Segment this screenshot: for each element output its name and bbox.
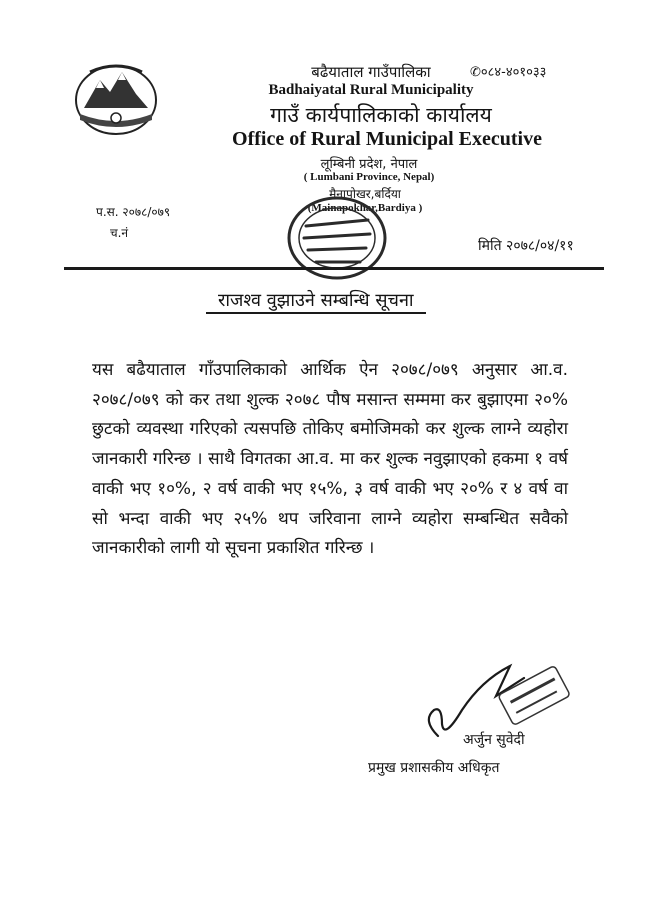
signatory-title: प्रमुख प्रशासकीय अधिकृत bbox=[368, 760, 500, 776]
office-seal-icon bbox=[282, 190, 392, 286]
signatory-name: अर्जुन सुवेदी bbox=[463, 732, 525, 748]
office-name-np: गाउँ कार्यपालिकाको कार्यालय bbox=[270, 103, 492, 127]
municipality-name-en: Badhaiyatal Rural Municipality bbox=[268, 82, 474, 98]
notice-title: राजश्व वुझाउने सम्बन्धि सूचना bbox=[206, 288, 426, 314]
municipality-name-np: बढैयाताल गाउँपालिका bbox=[311, 63, 431, 81]
place-np: मैनापोखर,बर्दिया bbox=[329, 187, 401, 201]
office-name-en: Office of Rural Municipal Executive bbox=[232, 128, 542, 150]
phone-number: ✆०८४-४०१०३३ bbox=[470, 65, 547, 80]
province-en: ( Lumbani Province, Nepal) bbox=[303, 171, 435, 183]
notice-body: यस बढैयाताल गाँउपालिकाको आर्थिक ऐन २०७८/०७९ अनुसार आ.व. २०७८/०७९ को कर तथा शुल्क २०७८ पौष मसान्त सम्ममा कर बुझाएमा २०% छुटको व्यवस्था गरिएको त्यसपछि तोकिए बमोजिमको कर शुल्क लाग्ने व्यहोरा जानकारी गरिन्छ । साथै विगतका आ.व. मा कर शुल्क नवुझाएको हकमा १ वर्ष वाकी भए १०%, २ वर्ष वाकी भए १५%, ३ वर्ष वाकी भए २०% र ४ वर्ष वा सो भन्दा वाकी भए २५% थप जरिवाना लाग्ने व्यहोरा सम्बन्धित सवैको जानकारीको लागी यो सूचना प्रकाशित गरिन्छ । bbox=[92, 360, 568, 559]
header-divider bbox=[64, 267, 604, 270]
place-en: (Mainapokhar,Bardiya ) bbox=[307, 202, 423, 214]
dispatch-number: च.नं bbox=[110, 226, 129, 240]
notice-date: मिति २०७८/०४/११ bbox=[478, 238, 574, 254]
province-np: लूम्बिनी प्रदेश, नेपाल bbox=[320, 157, 418, 172]
reference-number: प.स. २०७८/०७९ bbox=[96, 205, 171, 219]
